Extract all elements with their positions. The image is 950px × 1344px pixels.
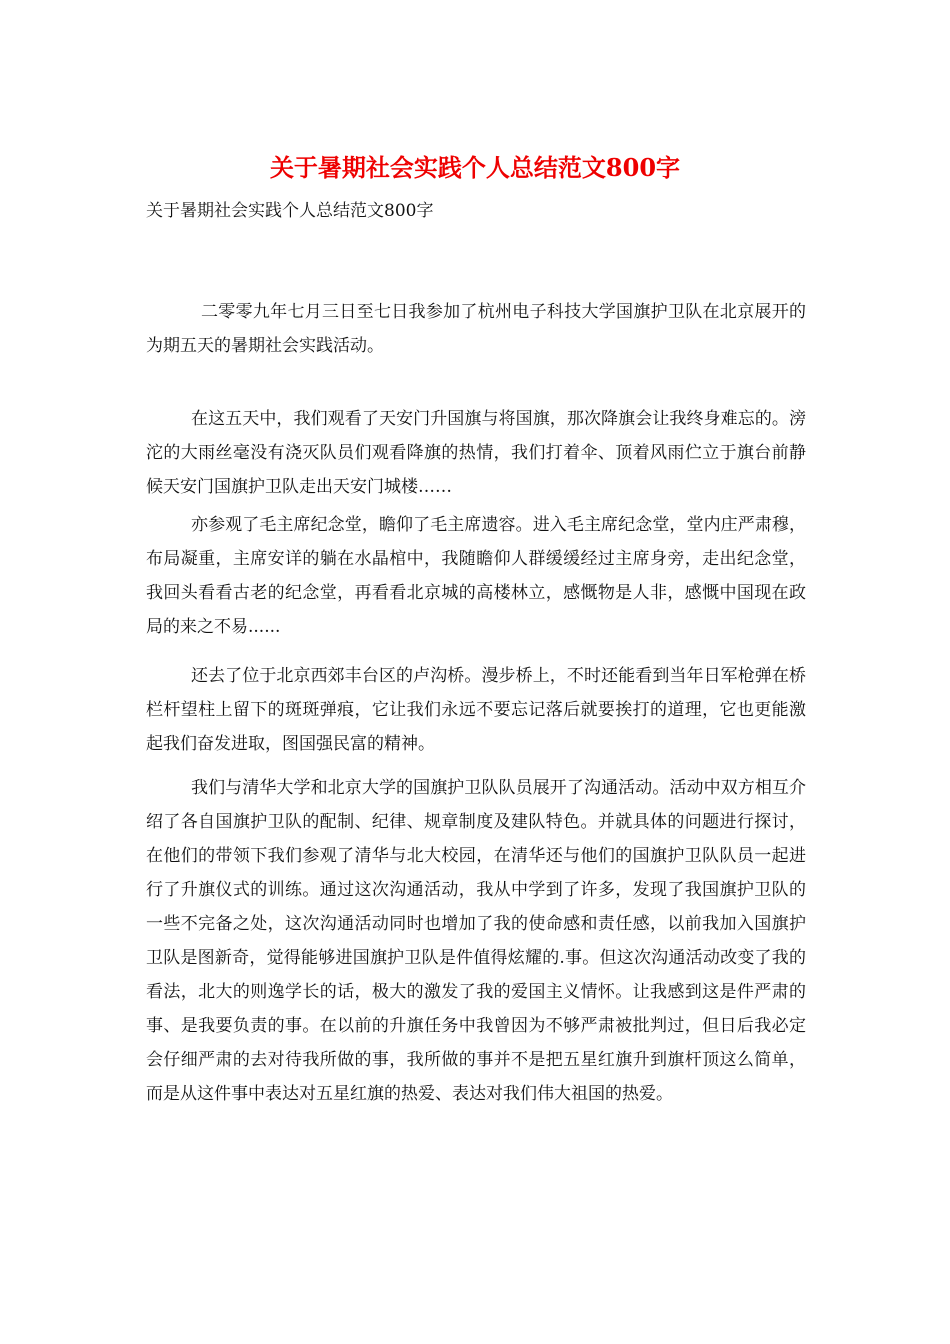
paragraph-2: 在这五天中，我们观看了天安门升国旗与将国旗，那次降旗会让我终身难忘的。滂沱的大雨丝毫没有浇灭队员们观看降旗的热情，我们打着伞、顶着风雨伫立于旗台前静候天安门国旗护卫队走出天安门城楼…… <box>146 409 806 497</box>
paragraph-4: 还去了位于北京西郊丰台区的卢沟桥。漫步桥上，不时还能看到当年日军枪弹在桥栏杆望柱上留下的斑斑弹痕，它让我们永远不要忘记落后就要挨打的道理，它也更能激起我们奋发进取，图国强民富的精神。 <box>146 666 806 754</box>
document-title: 关于暑期社会实践个人总结范文800字 <box>269 153 681 182</box>
paragraph-5: 我们与清华大学和北京大学的国旗护卫队队员展开了沟通活动。活动中双方相互介绍了各自国旗护卫队的配制、纪律、规章制度及建队特色。并就具体的问题进行探讨，在他们的带领下我们参观了清华与北大校园，在清华还与他们的国旗护卫队队员一起进行了升旗仪式的训练。通过这次沟通活动，我从中学到了许多，发现了我国旗护卫队的一些不完备之处，这次沟通活动同时也增加了我的使命感和责任感，以前我加入国旗护卫队是图新奇，觉得能够进国旗护卫队是件值得炫耀的.事。但这次沟通活动改变了我的看法，北大的则逸学长的话，极大的激发了我的爱国主义情怀。让我感到这是件严肃的事、是我要负责的事。在以前的升旗任务中我曾因为不够严肃被批判过，但日后我必定会仔细严肃的去对待我所做的事，我所做的事并不是把五星红旗升到旗杆顶这么简单，而是从这件事中表达对五星红旗的热爱、表达对我们伟大祖国的热爱。 <box>146 778 806 1104</box>
paragraph-3: 亦参观了毛主席纪念堂，瞻仰了毛主席遗容。进入毛主席纪念堂，堂内庄严肃穆，布局凝重，主席安详的躺在水晶棺中，我随瞻仰人群缓缓经过主席身旁，走出纪念堂，我回头看看古老的纪念堂，再看看北京城的高楼林立，感慨物是人非，感慨中国现在政局的来之不易...... <box>146 515 806 637</box>
document-subtitle: 关于暑期社会实践个人总结范文800字 <box>146 201 434 221</box>
paragraph-1: 二零零九年七月三日至七日我参加了杭州电子科技大学国旗护卫队在北京展开的为期五天的暑期社会实践活动。 <box>146 302 806 356</box>
